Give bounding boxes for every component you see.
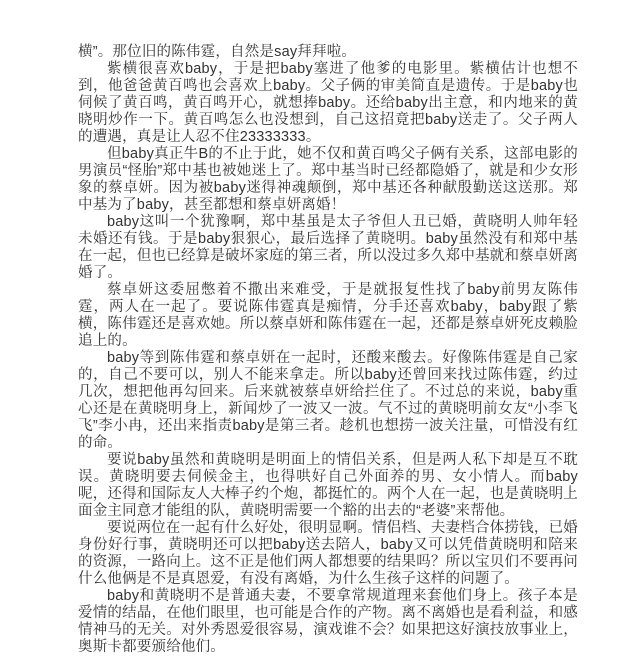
- paragraph: 蔡卓妍这委屈憋着不撒出来难受，于是就报复性找了baby前男友陈伟霆，两人在一起了。要说陈伟霆真是痴情，分手还喜欢baby，baby跟了紫横，陈伟霆还是喜欢她。所以蔡卓妍和陈伟霆在一起，还都是蔡卓妍死皮赖脸追上的。: [78, 282, 578, 349]
- paragraph: 要说baby虽然和黄晓明是明面上的情侣关系，但是两人私下却是互不耽误。黄晓明要去伺候金主，也得哄好自己外面养的男、女小情人。而baby呢，还得和国际友人大棒子约个炮，都挺忙的。两个人在一起，也是黄晓明上面金主同意才能组的队，黄晓明需要一个豁的出去的“老婆”来帮他。: [78, 452, 578, 519]
- paragraph: 紫横很喜欢baby，于是把baby塞进了他爹的电影里。紫横估计也想不到，他爸爸黄百鸣也会喜欢上baby。父子俩的审美简直是遗传。于是baby也伺候了黄百鸣，黄百鸣开心，就想捧baby。还给baby出主意，和内地来的黄晓明炒作一下。黄百鸣怎么也没想到，自己这招竟把baby送走了。父子两人的遭遇，真是让人忍不住23333333。: [78, 61, 578, 145]
- paragraph: baby等到陈伟霆和蔡卓妍在一起时，还酸来酸去。好像陈伟霆是自己家的，自己不要可以，别人不能来拿走。所以baby还曾回来找过陈伟霆，约过几次，想把他再勾回来。后来就被蔡卓妍给拦住了。不过总的来说，baby重心还是在黄晓明身上，新闻炒了一波又一波。气不过的黄晓明前女友“小李飞飞”李小冉，还出来指责baby是第三者。趁机也想捞一波关注量，可惜没有红的命。: [78, 350, 578, 451]
- paragraph: baby和黄晓明不是普通夫妻，不要拿常规道理来套他们身上。孩子本是爱情的结晶，在他们眼里，也可能是合作的产物。离不离婚也是看利益，和感情神马的无关。对外秀恩爱很容易，演戏谁不会？如果把这好演技放事业上，奥斯卡都要颁给他们。: [78, 588, 578, 655]
- paragraph: baby这叫一个犹豫啊，郑中基虽是太子爷但人丑已婚，黄晓明人帅年轻未婚还有钱。于是baby狠狠心，最后选择了黄晓明。baby虽然没有和郑中基在一起，但也已经算是破坏家庭的第三者，所以没过多久郑中基就和蔡卓妍离婚了。: [78, 214, 578, 281]
- paragraph: 但baby真正牛B的不止于此，她不仅和黄百鸣父子俩有关系，这部电影的男演员“怪胎”郑中基也被她迷上了。郑中基当时已经都隐婚了，就是和少女形象的蔡卓妍。因为被baby迷得神魂颠倒，郑中基还各种献殷勤送这送那。郑中基为了baby，甚至都想和蔡卓妍离婚！: [78, 146, 578, 213]
- article-body: [78, 44, 578, 656]
- paragraph: 要说两位在一起有什么好处，很明显啊。情侣档、夫妻档合体捞钱，已婚身份好行事，黄晓明还可以把baby送去陪人，baby又可以凭借黄晓明和陪来的资源，一路向上。这不正是他们两人都想要的结果吗？所以宝贝们不要再问什么他俩是不是真恩爱，有没有离婚，为什么生孩子这样的问题了。: [78, 520, 578, 587]
- paragraph: 横”。那位旧的陈伟霆，自然是say拜拜啦。: [78, 44, 357, 60]
